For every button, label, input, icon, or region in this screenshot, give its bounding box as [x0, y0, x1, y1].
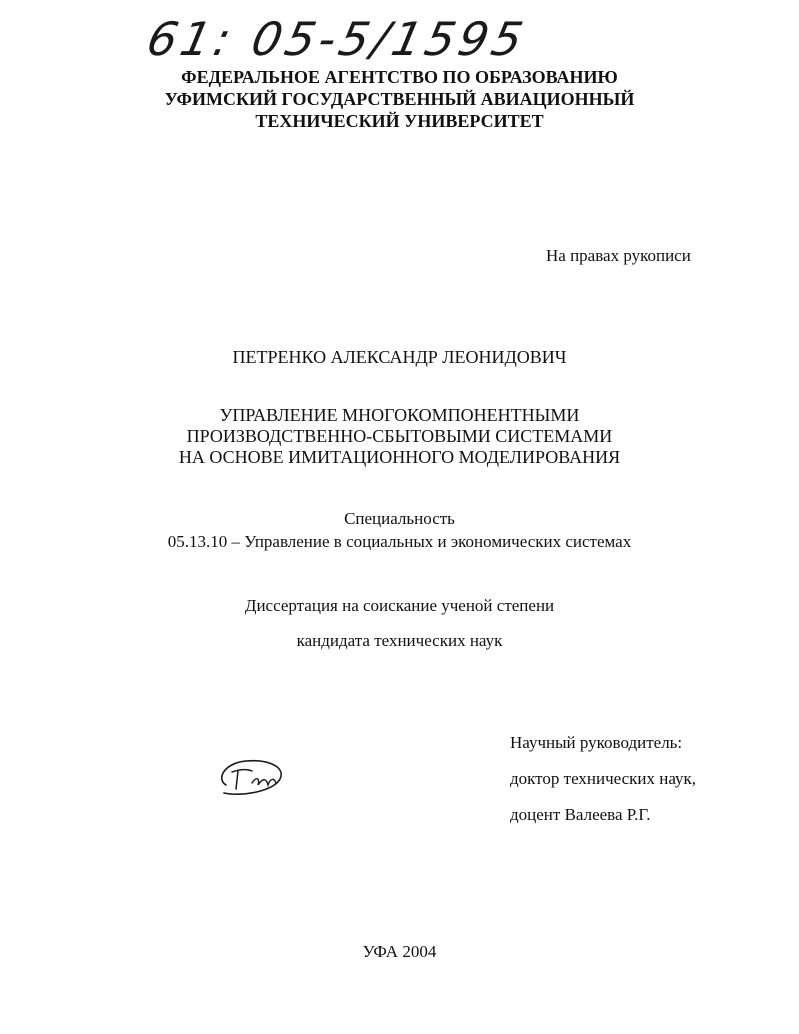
advisor-label: Научный руководитель:: [510, 733, 683, 752]
advisor-degree: доктор технических наук,: [510, 769, 697, 788]
header-line-university-2: ТЕХНИЧЕСКИЙ УНИВЕРСИТЕТ: [255, 111, 544, 131]
specialty-label: Специальность: [344, 509, 455, 528]
title-line-2: ПРОИЗВОДСТВЕННО-СБЫТОВЫМИ СИСТЕМАМИ: [186, 426, 613, 446]
organization-header: [0, 66, 799, 132]
handwritten-archive-number: 61: 05-5/1595: [142, 12, 532, 66]
advisor-name: доцент Валеева Р.Г.: [510, 805, 651, 824]
dissertation-degree-line-2: кандидата технических наук: [296, 631, 503, 650]
header-line-agency: ФЕДЕРАЛЬНОЕ АГЕНТСТВО ПО ОБРАЗОВАНИЮ: [181, 67, 618, 87]
header-line-university-1: УФИМСКИЙ ГОСУДАРСТВЕННЫЙ АВИАЦИОННЫЙ: [164, 89, 635, 109]
dissertation-title: [0, 405, 799, 468]
dissertation-degree-line-1: Диссертация на соискание ученой степени: [244, 596, 555, 615]
specialty-block: [0, 507, 799, 553]
manuscript-note: На правах рукописи: [546, 246, 691, 265]
specialty-value: 05.13.10 – Управление в социальных и экономических системах: [167, 532, 632, 551]
title-line-1: УПРАВЛЕНИЕ МНОГОКОМПОНЕНТНЫМИ: [219, 405, 580, 425]
city-year: УФА 2004: [362, 942, 437, 961]
author-name: ПЕТРЕНКО АЛЕКСАНДР ЛЕОНИДОВИЧ: [232, 347, 567, 367]
title-line-3: НА ОСНОВЕ ИМИТАЦИОННОГО МОДЕЛИРОВАНИЯ: [178, 447, 621, 467]
author-signature: [212, 755, 292, 801]
